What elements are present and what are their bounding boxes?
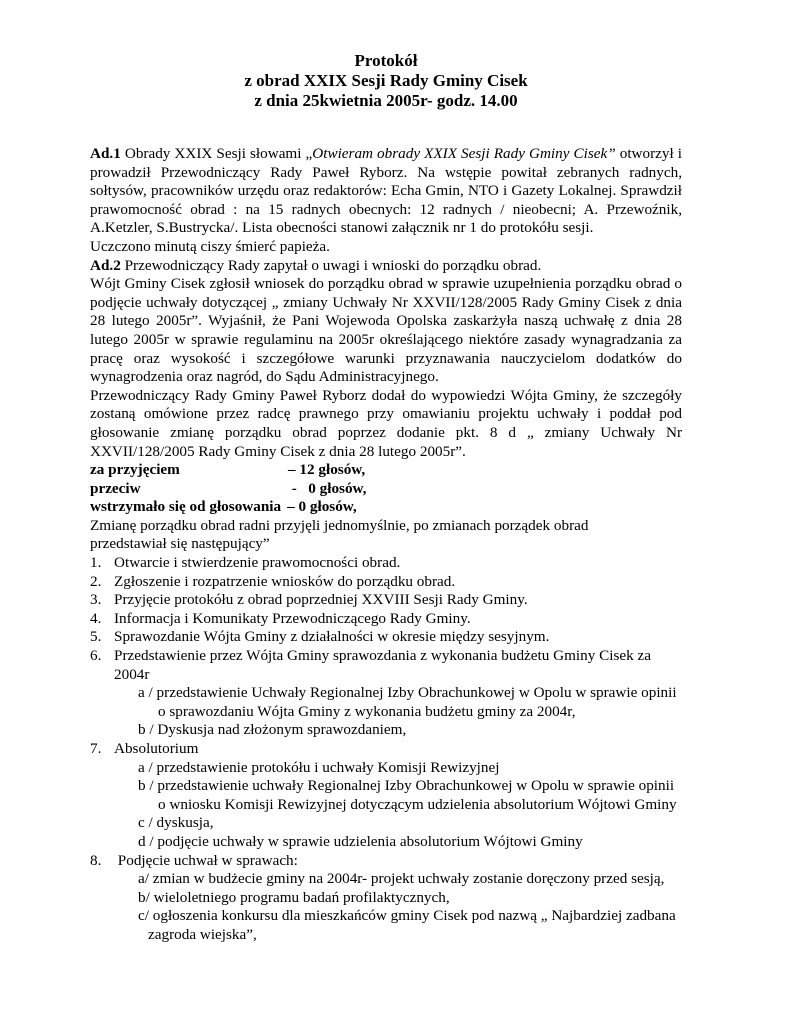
list-item-number: 6. xyxy=(90,647,102,665)
ad1-paragraph xyxy=(90,145,682,238)
list-item-text: Sprawozdanie Wójta Gminy z działalności w okresie między sesyjnym. xyxy=(114,628,550,646)
sub-item-continuation: o sprawozdaniu Wójta Gminy z wykonania budżetu gminy za 2004r, xyxy=(158,702,576,720)
ad1-post: otworzył i prowadził Przewodniczący Rady Paweł Ryborz. Na wstępie powitał zebranych radnych, sołtysów, pracowników urzędu oraz redaktorów: Echa Gmin, NTO i Gazety Lokalnej. Sprawdził prawomocność obrad : na 15 radnych obecnych: 12 radnych / nieobecni; A. Przewoźnik, A.Ketzler, S.Bustrycka/. Lista obecności stanowi załącznik nr 1 do protokółu sesji. xyxy=(90,145,682,237)
list-item xyxy=(90,740,682,852)
list-item-number: 4. xyxy=(90,609,102,627)
vote-value: - 0 głosów, xyxy=(288,479,367,497)
list-item-text: Otwarcie i stwierdzenie prawomocności obrad. xyxy=(114,554,401,572)
list-item-number: 2. xyxy=(90,572,102,590)
vote-value: – 0 głosów, xyxy=(287,498,357,516)
list-item xyxy=(90,573,682,592)
sub-item: b / Dyskusja nad złożonym sprawozdaniem, xyxy=(138,721,407,739)
list-item xyxy=(90,647,682,740)
vote-row xyxy=(90,461,682,480)
list-item xyxy=(90,554,682,573)
document-subtitle: z obrad XXIX Sesji Rady Gminy Cisek xyxy=(244,71,528,90)
list-item-text: Przyjęcie protokółu z obrad poprzedniej XXVIII Sesji Rady Gminy. xyxy=(114,591,528,609)
list-item xyxy=(90,610,682,629)
list-item-number: 1. xyxy=(90,554,102,572)
list-item-text: Informacja i Komunikaty Przewodniczącego Rady Gminy. xyxy=(114,609,471,627)
vote-label: za przyjęciem xyxy=(90,461,180,479)
sub-item-continuation: o wniosku Komisji Rewizyjnej dotyczącym udzielenia absolutorium Wójtowi Gminy xyxy=(158,795,677,813)
list-item xyxy=(90,852,682,945)
ad2-label: Ad.2 xyxy=(90,256,121,274)
sub-item: a / przedstawienie Uchwały Regionalnej Izby Obrachunkowej w Opolu w sprawie opinii xyxy=(138,684,677,702)
list-item xyxy=(90,591,682,610)
ad2-para1: Wójt Gminy Cisek zgłosił wniosek do porządku obrad w sprawie uzupełnienia porządku obrad o podjęcie uchwały dotyczącej „ zmiany Uchwały Nr XXVII/128/2005 Rady Gminy Cisek z dnia 28 lutego 2005r”. Wyjaśnił, że Pani Wojewoda Opolska zaskarżyła naszą uchwałę z dnia 28 lutego 2005r w sprawie regulaminu na 2005r określającego niektóre zasady wynagradzania za pracę oraz wysokość i szczegółowe warunki przyznawania nauczycielom dodatków do wynagrodzenia oraz nagród, do Sądu Administracyjnego. xyxy=(90,275,682,386)
list-item-number: 8. xyxy=(90,851,102,869)
list-item-number: 7. xyxy=(90,740,102,757)
sub-item-continuation: zagroda wiejska”, xyxy=(148,925,257,943)
sub-item: d / podjęcie uchwały w sprawie udzielenia absolutorium Wójtowi Gminy xyxy=(138,832,583,850)
list-item-text: Absolutorium xyxy=(114,740,199,757)
list-item-number: 5. xyxy=(90,628,102,646)
sub-item: b/ wieloletniego programu badań profilaktycznych, xyxy=(138,888,450,906)
list-item-text: Podjęcie uchwał w sprawach: xyxy=(114,851,298,869)
ad2-paragraph xyxy=(90,257,682,276)
list-item-text: Przedstawienie przez Wójta Gminy sprawozdania z wykonania budżetu Gminy Cisek za 2004r xyxy=(114,647,652,683)
vote-label: przeciw xyxy=(90,479,141,497)
vote-row xyxy=(90,480,682,499)
silence-line: Uczczono minutą ciszy śmierć papieża. xyxy=(90,237,330,255)
ad1-label: Ad.1 xyxy=(90,145,121,162)
vote-value: – 12 głosów, xyxy=(288,461,366,479)
agenda-list xyxy=(90,554,682,944)
sub-item: a / przedstawienie protokółu i uchwały Komisji Rewizyjnej xyxy=(138,758,500,776)
sub-item: b / przedstawienie uchwały Regionalnej Izby Obrachunkowej w Opolu w sprawie opinii xyxy=(138,777,675,795)
document-title: Protokół xyxy=(354,51,418,70)
document-body xyxy=(90,145,682,945)
list-item xyxy=(90,628,682,647)
list-item-text: Zgłoszenie i rozpatrzenie wniosków do porządku obrad. xyxy=(114,572,456,590)
vote-results xyxy=(90,461,682,517)
ad1-pre: Obrady XXIX Sesji słowami „ xyxy=(120,145,313,162)
ad1-quote: Otwieram obrady XXIX Sesji Rady Gminy Cisek” xyxy=(312,145,616,162)
sub-item: c/ ogłoszenia konkursu dla mieszkańców gminy Cisek pod nazwą „ Najbardziej zadbana xyxy=(138,907,676,925)
sub-item: a/ zmian w budżecie gminy na 2004r- projekt uchwały zostanie doręczony przed sesją, xyxy=(138,870,665,888)
ad2-para2: Przewodniczący Rady Gminy Paweł Ryborz dodał do wypowiedzi Wójta Gminy, że szczegóły zostaną omówione przez radcę prawnego przy omawianiu projektu uchwały i poddał pod głosowanie zmianę porządku obrad poprzez dodanie pkt. 8 d „ zmiany Uchwały Nr XXVII/128/2005 Rady Gminy Cisek z dnia 28 lutego 2005r”. xyxy=(90,386,682,460)
vote-row xyxy=(90,498,682,517)
vote-label: wstrzymało się od głosowania xyxy=(90,498,282,516)
sub-item: c / dyskusja, xyxy=(138,814,214,832)
list-item-number: 3. xyxy=(90,591,102,609)
document-date: z dnia 25kwietnia 2005r- godz. 14.00 xyxy=(254,91,518,110)
ad2-text: Przewodniczący Rady zapytał o uwagi i wnioski do porządku obrad. xyxy=(120,256,542,274)
agenda-intro: Zmianę porządku obrad radni przyjęli jednomyślnie, po zmianach porządek obrad przedstawiał się następujący” xyxy=(90,516,589,553)
